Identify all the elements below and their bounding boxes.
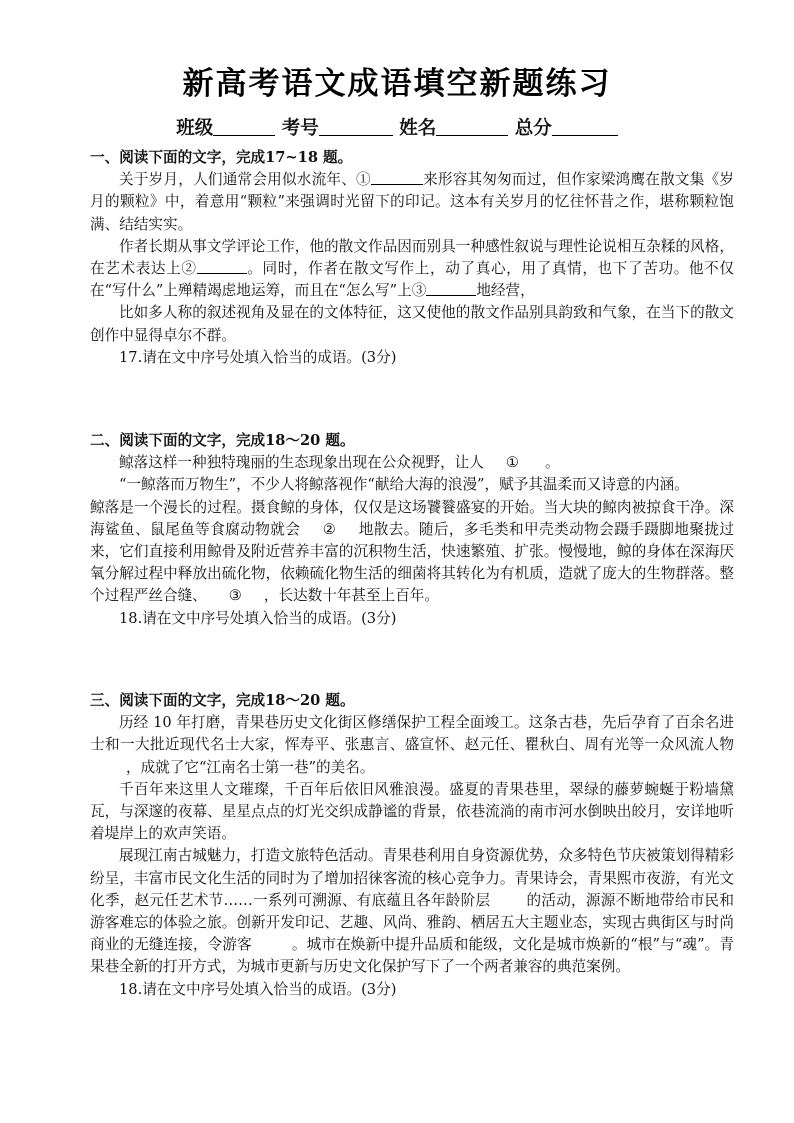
paragraph-text: ，长达数十年甚至上百年。 [263, 587, 439, 605]
section-1 [90, 147, 734, 369]
answer-blank-3[interactable] [426, 281, 476, 296]
paragraph-text: ，成就了它“江南名士第一巷”的美名。 [126, 758, 375, 776]
page-title: 新高考语文成语填空新题练习 [182, 66, 612, 102]
paragraph [90, 497, 734, 608]
blank-marker-3: ③ [228, 587, 242, 605]
paragraph-text: 地经营， [476, 282, 535, 300]
paragraph-text: 鲸落这样一种独特瑰丽的生态现象出现在公众视野，让人 [119, 454, 484, 472]
paragraph-text: 的活动，源源不断地带给市民和游客难忘的体验之旅。创新开发印记、艺趣、风尚、雅韵、栖居五大主题业态，实现古典街区与时尚商业的无缝连接，令游客 [90, 891, 734, 954]
paragraph-text: 。同时，作者在散文写作上，动了真心，用了真情，也下了苦功。他不仅在“写什么”上殚精竭虑地运筹，而且在“怎么写”上③ [90, 260, 734, 300]
paragraph [90, 452, 734, 474]
section-heading: 一、阅读下面的文字，完成17~18 题。 [90, 149, 353, 166]
section-heading: 二、阅读下面的文字，完成18～20 题。 [90, 432, 355, 449]
number-label: 考号 [281, 118, 319, 139]
question: 18.请在文中序号处填入恰当的成语。(3分) [119, 609, 397, 627]
section-3 [90, 690, 734, 1001]
blank-marker-1: ① [505, 454, 519, 472]
paragraph [90, 712, 734, 779]
paragraph-text: 作者长期从事文学评论工作，他的散文作品因而别具一种感性叙说与理性论说相互杂糅的风格，在艺术表达上② [90, 237, 734, 278]
paragraph-text: 关于岁月，人们通常会用似水流年、① [119, 171, 371, 189]
section-2 [90, 430, 734, 630]
paragraph-text: “一鲸落而万物生”，不少人将鲸落视作“献给大海的浪漫”，赋予其温柔而又诗意的内涵。 [119, 476, 689, 494]
paragraph-text: 。城市在焕新中提升品质和能级，文化是城市焕新的“根”与“魂”。青果巷全新的打开方式，为城市更新与历史文化保护写下了一个两者兼容的典范案例。 [90, 936, 734, 976]
paragraph [90, 169, 734, 236]
paragraph [90, 302, 734, 346]
section-heading: 三、阅读下面的文字，完成18～20 题。 [90, 692, 355, 709]
paragraph-text: 千百年来这里人文璀璨，千百年后依旧风雅浪漫。盛夏的青果巷里，翠绿的藤萝蜿蜒于粉墙黛瓦，与深邃的夜幕、星星点点的灯光交织成静谧的背景，依巷流淌的南市河水倒映出皎月，安详地听着堤岸上的欢声笑语。 [90, 780, 734, 843]
score-label: 总分 [514, 118, 552, 139]
name-blank[interactable] [436, 117, 508, 136]
question: 18.请在文中序号处填入恰当的成语。(3分) [119, 980, 397, 998]
blank-marker-2: ② [322, 520, 337, 538]
paragraph-text: 来形容其匆匆而过，但作家梁鸿鹰在散文集《岁月的颗粒》中，着意用“颗粒”来强调时光留下的印记。这本有关岁月的忆往怀昔之作，堪称颗粒饱满、结结实实。 [90, 171, 734, 233]
question: 17.请在文中序号处填入恰当的成语。(3分) [119, 348, 397, 366]
name-label: 姓名 [399, 118, 437, 139]
student-info-line [0, 114, 794, 140]
paragraph [90, 236, 734, 303]
paragraph-text: 比如多人称的叙述视角及显在的文体特征，这又使他的散文作品别具韵致和气象，在当下的散文创作中显得卓尔不群。 [90, 304, 734, 344]
paragraph-text: 历经 10 年打磨，青果巷历史文化街区修缮保护工程全面竣工。这条古巷，先后孕育了百余名进士和一大批近现代名士大家，恽寿平、张惠言、盛宣怀、赵元任、瞿秋白、周有光等一众风流人物 [90, 714, 734, 754]
paragraph [90, 845, 734, 978]
paragraph-text: 。 [544, 454, 560, 472]
score-blank[interactable] [552, 117, 618, 136]
paragraph-text: 鲸落是一个漫长的过程。摄食鲸的身体，仅仅是这场饕餮盛宴的开始。当大块的鲸肉被掠食干净。深海鲨鱼、鼠尾鱼等食腐动物就会 [90, 498, 734, 538]
class-blank[interactable] [213, 117, 275, 136]
paragraph [90, 779, 734, 846]
class-label: 班级 [176, 118, 214, 139]
number-blank[interactable] [319, 117, 393, 136]
answer-blank-2[interactable] [197, 259, 247, 274]
answer-blank-1[interactable] [371, 170, 423, 185]
paragraph [90, 474, 734, 496]
paragraph-text: 展现江南古城魅力，打造文旅特色活动。青果巷利用自身资源优势，众多特色节庆被策划得精彩纷呈，丰富市民文化生活的同时为了增加招徕客流的核心竞争力。青果诗会，青果熙市夜游，有光文化季，赵元任艺术节……一系列可溯源、有底蕴且各年龄阶层 [90, 847, 734, 909]
paragraph-text: 地散去。随后，多毛类和甲壳类动物会蹑手蹑脚地聚拢过来，它们直接利用鲸骨及附近营养丰富的沉积物生活，快速繁殖、扩张。慢慢地，鲸的身体在深海厌氧分解过程中释放出硫化物，依赖硫化物生活的细菌将其转化为有机质，造就了庞大的生物群落。整个过程严丝合缝、 [90, 520, 734, 605]
